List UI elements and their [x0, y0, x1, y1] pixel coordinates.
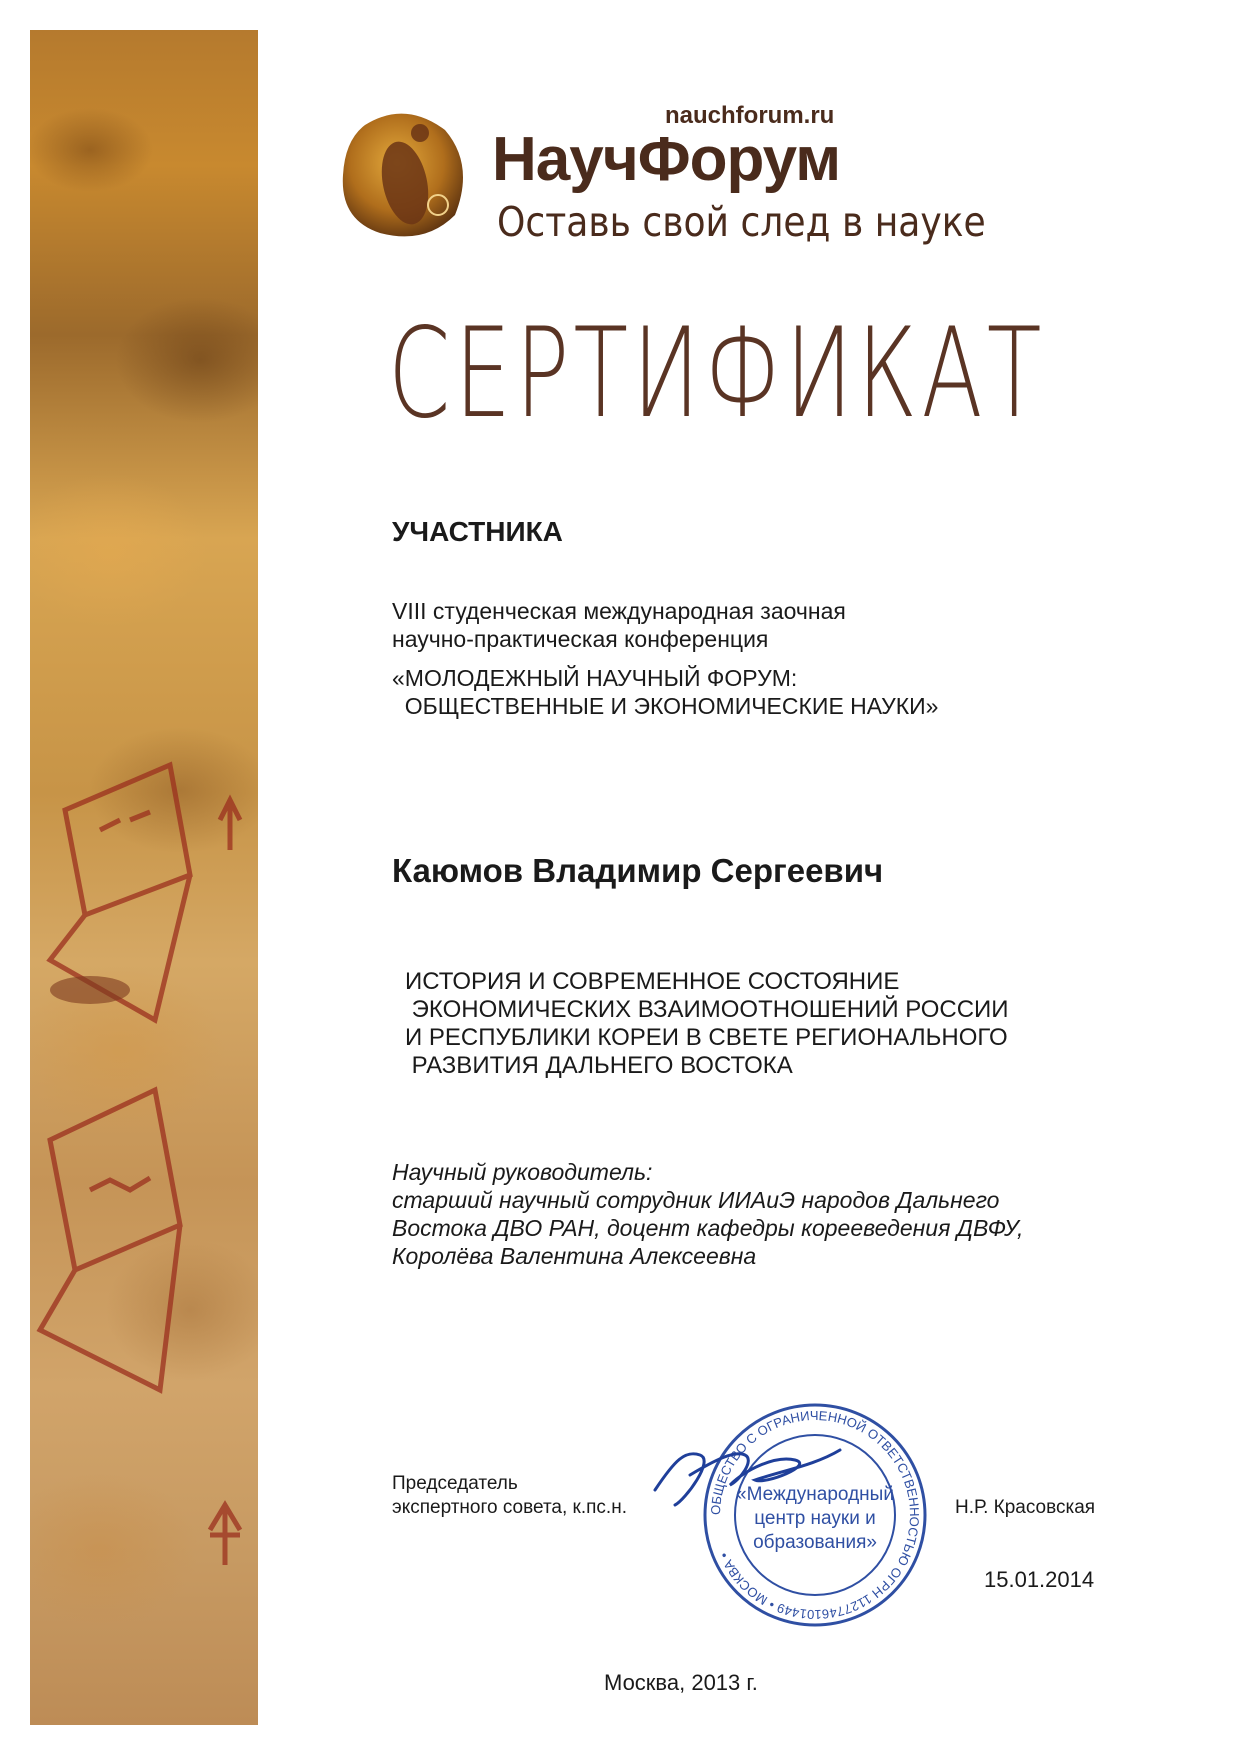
- stamp-inner-line-3: образования»: [753, 1532, 877, 1553]
- topic-line-2: ЭКОНОМИЧЕСКИХ ВЗАИМООТНОШЕНИЙ РОССИИ: [405, 996, 1009, 1023]
- figure-drawing-2: [210, 1505, 240, 1565]
- participant-label: УЧАСТНИКА: [392, 516, 563, 547]
- nauchforum-logo-icon: [335, 105, 475, 245]
- supervisor-line-2: Востока ДВО РАН, доцент кафедры корееведения ДВФУ,: [392, 1215, 1024, 1241]
- participant-name: Каюмов Владимир Сергеевич: [392, 852, 884, 889]
- stamp-inner-line-2: центр науки и: [754, 1508, 876, 1529]
- conference-line-2: научно-практическая конференция: [392, 626, 769, 652]
- supervisor-label: Научный руководитель:: [392, 1159, 653, 1185]
- laptop-drawing-1-screen: [65, 765, 190, 915]
- stamp-inner-line-1: «Международный: [736, 1484, 894, 1505]
- supervisor-block: [392, 1158, 1023, 1270]
- animal-drawing: [50, 976, 130, 1004]
- stamp-outer-text: ОБЩЕСТВО С ОГРАНИЧЕННОЙ ОТВЕТСТВЕННОСТЬЮ ОГРН 1127746101449 • МОСКВА •: [707, 1407, 923, 1623]
- rock-art-drawings: [30, 30, 258, 1725]
- topic-line-3: И РЕСПУБЛИКИ КОРЕИ В СВЕТЕ РЕГИОНАЛЬНОГО: [405, 1024, 1008, 1051]
- laptop-drawing-2-keyboard: [40, 1225, 180, 1390]
- figure-drawing-1: [220, 800, 240, 850]
- decorative-rock-art-stripe: [30, 30, 258, 1725]
- chair-block: [392, 1472, 627, 1520]
- issue-place: Москва, 2013 г.: [604, 1670, 758, 1695]
- conference-line-1: VIII студенческая международная заочная: [392, 598, 846, 624]
- supervisor-line-1: старший научный сотрудник ИИАиЭ народов Дальнего: [392, 1187, 1000, 1213]
- topic-line-4: РАЗВИТИЯ ДАЛЬНЕГО ВОСТОКА: [405, 1052, 793, 1079]
- handwritten-signature: [645, 1430, 845, 1510]
- chair-line-2: экспертного совета, к.пс.н.: [392, 1497, 627, 1518]
- conference-name-line-2: ОБЩЕСТВЕННЫЕ И ЭКОНОМИЧЕСКИЕ НАУКИ»: [392, 693, 939, 719]
- chair-line-1: Председатель: [392, 1473, 518, 1494]
- conference-name-line-1: «МОЛОДЕЖНЫЙ НАУЧНЫЙ ФОРУМ:: [392, 665, 798, 691]
- brand-name: НаучФорум: [492, 125, 841, 194]
- site-url: nauchforum.ru: [665, 102, 835, 129]
- signer-name: Н.Р. Красовская: [955, 1497, 1096, 1518]
- topic-line-1: ИСТОРИЯ И СОВРЕМЕННОЕ СОСТОЯНИЕ: [405, 968, 900, 995]
- issue-date: 15.01.2014: [984, 1567, 1095, 1592]
- supervisor-line-3: Королёва Валентина Алексеевна: [392, 1243, 757, 1269]
- topic-title: [405, 968, 1009, 1080]
- certificate-title: СЕРТИФИКАТ: [388, 302, 1046, 446]
- brand-slogan: Оставь свой след в науке: [497, 198, 986, 246]
